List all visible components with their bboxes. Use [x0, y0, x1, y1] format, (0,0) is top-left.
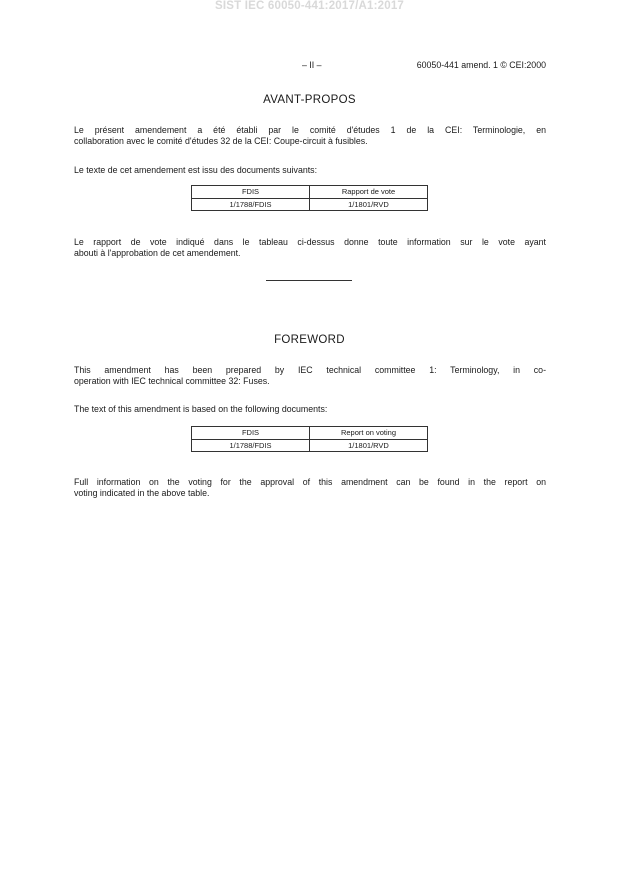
table-header-cell: FDIS — [192, 186, 310, 199]
table-cell: 1/1788/FDIS — [192, 439, 310, 452]
english-paragraph-1-line-2: operation with IEC technical committee 32: Fuses. — [74, 375, 270, 386]
page-number: – II – — [302, 60, 322, 70]
table-header-row — [192, 427, 428, 440]
table-header-cell: Rapport de vote — [310, 186, 428, 199]
french-paragraph-3-line-2: abouti à l'approbation de cet amendement. — [74, 247, 241, 258]
document-reference: 60050-441 amend. 1 © CEI:2000 — [416, 60, 546, 70]
english-paragraph-3-line-1: Full information on the voting for the approval of this amendment can be found in the report on — [74, 477, 546, 487]
french-paragraph-1-line-2: collaboration avec le comité d'études 32 de la CEI: Coupe-circuit à fusibles. — [74, 135, 368, 146]
french-paragraph-1-line-1: Le présent amendement a été établi par le comité d'études 1 de la CEI: Terminologie, en — [74, 125, 546, 135]
english-paragraph-3-line-2: voting indicated in the above table. — [74, 487, 210, 498]
english-paragraph-3 — [74, 477, 546, 498]
french-title: AVANT-PROPOS — [263, 94, 356, 106]
french-paragraph-1 — [74, 125, 546, 146]
french-paragraph-2: Le texte de cet amendement est issu des documents suivants: — [74, 165, 318, 175]
watermark: SIST IEC 60050-441:2017/A1:2017 — [214, 0, 405, 12]
english-paragraph-1-line-1: This amendment has been prepared by IEC technical committee 1: Terminology, in co- — [74, 365, 546, 375]
french-paragraph-3 — [74, 237, 546, 258]
english-vote-table — [191, 426, 428, 452]
english-paragraph-2: The text of this amendment is based on the following documents: — [74, 404, 328, 414]
french-vote-table — [191, 185, 428, 211]
table-header-row — [192, 186, 428, 199]
table-cell: 1/1788/FDIS — [192, 198, 310, 211]
table-cell: 1/1801/RVD — [310, 198, 428, 211]
table-cell: 1/1801/RVD — [310, 439, 428, 452]
french-paragraph-3-line-1: Le rapport de vote indiqué dans le tableau ci-dessus donne toute information sur le vote ayant — [74, 237, 546, 247]
table-row — [192, 198, 428, 211]
table-header-cell: Report on voting — [310, 427, 428, 440]
table-row — [192, 439, 428, 452]
english-paragraph-1 — [74, 365, 546, 386]
section-separator — [266, 280, 352, 281]
english-title: FOREWORD — [274, 334, 345, 346]
table-header-cell: FDIS — [192, 427, 310, 440]
